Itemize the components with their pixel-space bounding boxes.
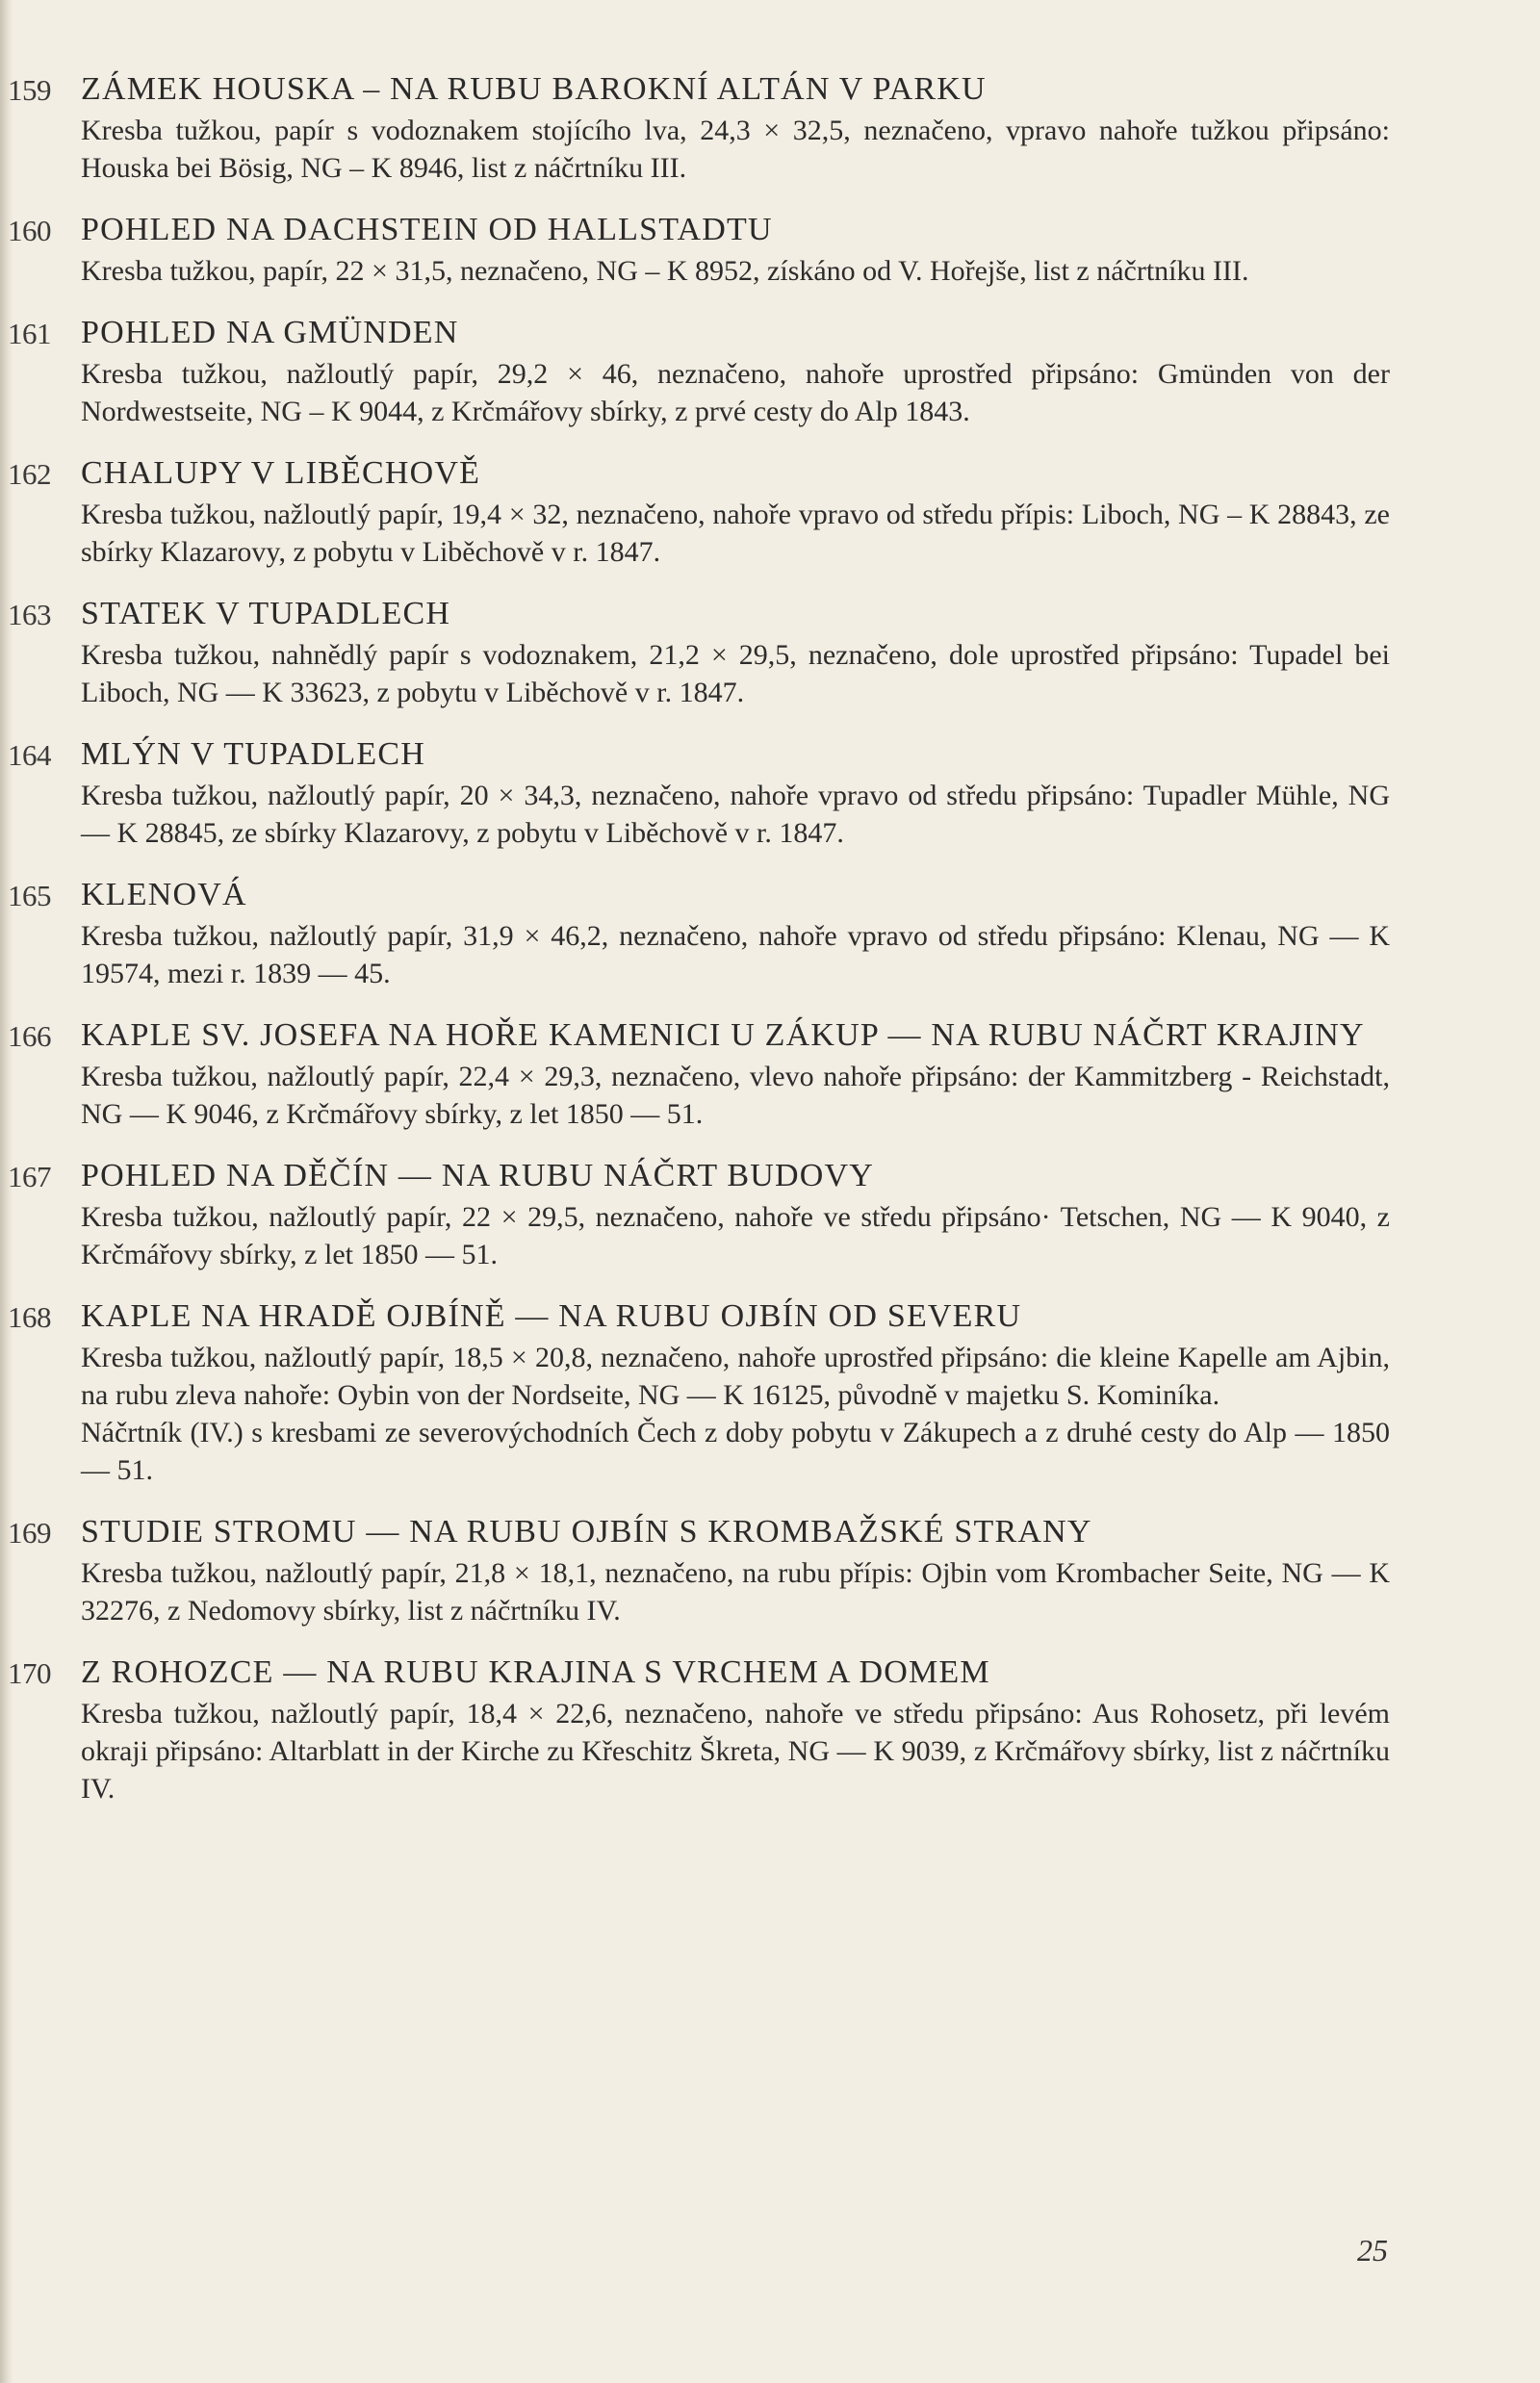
entry-title: Z ROHOZCE — NA RUBU KRAJINA S VRCHEM A DOMEM (81, 1654, 990, 1690)
entry-description (81, 112, 1390, 187)
catalogue-entry (0, 1154, 1390, 1273)
entry-paragraph: Kresba tužkou, nažloutlý papír, 29,2 × 46, neznačeno, nahoře uprostřed připsáno: Gmünden von der Nordwestseite, NG – K 9044, z Krčmářovy sbírky, z prvé cesty do Alp 1843. (81, 358, 1390, 427)
entry-number: 159 (8, 73, 51, 107)
entry-paragraph: Kresba tužkou, nažloutlý papír, 18,4 × 22,6, neznačeno, nahoře ve středu připsáno: Aus Rohosetz, při levém okraji připsáno: Altarblatt in der Kirche zu Křeschitz Škreta, NG — K 9039, z Krčmářovy sbírky, list z náčrtníku IV. (81, 1698, 1390, 1805)
entry-number: 162 (8, 457, 51, 491)
entry-number: 164 (8, 738, 51, 772)
entry-description (81, 917, 1390, 992)
entry-number: 168 (8, 1300, 51, 1334)
catalogue-entry (0, 592, 1390, 711)
catalogue-entry (0, 732, 1390, 852)
catalogue-entry (0, 873, 1390, 992)
entry-paragraph: Kresba tužkou, nažloutlý papír, 21,8 × 18,1, neznačeno, na rubu přípis: Ojbin vom Krombacher Seite, NG — K 32276, z Nedomovy sbírky, list z náčrtníku IV. (81, 1557, 1390, 1627)
entry-title: KLENOVÁ (81, 877, 247, 912)
entry-description (81, 1339, 1390, 1489)
page-number: 25 (1357, 2233, 1388, 2268)
entry-paragraph: Kresba tužkou, papír s vodoznakem stojícího lva, 24,3 × 32,5, neznačeno, vpravo nahoře tužkou připsáno: Houska bei Bösig, NG – K 8946, list z náčrtníku III. (81, 115, 1390, 184)
entry-title: KAPLE NA HRADĚ OJBÍNĚ — NA RUBU OJBÍN OD SEVERU (81, 1298, 1022, 1334)
entry-number: 167 (8, 1160, 51, 1193)
entry-title: STUDIE STROMU — NA RUBU OJBÍN S KROMBAŽSKÉ STRANY (81, 1514, 1092, 1550)
entry-description (81, 355, 1390, 430)
catalogue-entry (0, 1510, 1390, 1629)
entry-description (81, 1695, 1390, 1807)
entry-title: POHLED NA DACHSTEIN OD HALLSTADTU (81, 212, 773, 247)
catalogue-entry (0, 1013, 1390, 1133)
entry-paragraph: Kresba tužkou, nažloutlý papír, 18,5 × 20,8, neznačeno, nahoře uprostřed připsáno: die kleine Kapelle am Ajbin, na rubu zleva nahoře: Oybin von der Nordseite, NG — K 16125, původně v majetku S. Kominíka. (81, 1342, 1390, 1411)
entry-title: ZÁMEK HOUSKA – NA RUBU BAROKNÍ ALTÁN V PARKU (81, 71, 987, 107)
entry-paragraph: Kresba tužkou, nažloutlý papír, 22 × 29,5, neznačeno, nahoře ve středu připsáno· Tetschen, NG — K 9040, z Krčmářovy sbírky, z let 1850 — 51. (81, 1201, 1390, 1270)
entry-number: 166 (8, 1019, 51, 1053)
entry-description (81, 1554, 1390, 1629)
entry-description (81, 1198, 1390, 1273)
entry-number: 163 (8, 598, 51, 631)
entry-title: POHLED NA DĚČÍN — NA RUBU NÁČRT BUDOVY (81, 1158, 875, 1193)
entry-title: CHALUPY V LIBĚCHOVĚ (81, 455, 481, 491)
entry-paragraph: Kresba tužkou, nažloutlý papír, 20 × 34,3, neznačeno, nahoře vpravo od středu připsáno: Tupadler Mühle, NG — K 28845, ze sbírky Klazarovy, z pobytu v Liběchově v r. 1847. (81, 780, 1390, 849)
entry-number: 161 (8, 317, 51, 350)
catalogue-entry (0, 1294, 1390, 1489)
entry-paragraph: Kresba tužkou, nažloutlý papír, 31,9 × 46,2, neznačeno, nahoře vpravo od středu připsáno: Klenau, NG — K 19574, mezi r. 1839 — 45. (81, 920, 1390, 989)
entry-paragraph: Kresba tužkou, nažloutlý papír, 22,4 × 29,3, neznačeno, vlevo nahoře připsáno: der Kammitzberg - Reichstadt, NG — K 9046, z Krčmářovy sbírky, z let 1850 — 51. (81, 1061, 1390, 1130)
entry-description (81, 252, 1390, 290)
entry-title: POHLED NA GMÜNDEN (81, 315, 459, 350)
entry-description (81, 496, 1390, 571)
entry-description (81, 636, 1390, 711)
entry-description (81, 777, 1390, 852)
catalogue-entries (0, 67, 1540, 1829)
entry-paragraph: Náčrtník (IV.) s kresbami ze severovýchodních Čech z doby pobytu v Zákupech a z druhé cesty do Alp — 1850 — 51. (81, 1417, 1390, 1486)
entry-number: 170 (8, 1656, 51, 1690)
entry-paragraph: Kresba tužkou, papír, 22 × 31,5, neznačeno, NG – K 8952, získáno od V. Hořejše, list z náčrtníku III. (81, 255, 1249, 287)
entry-paragraph: Kresba tužkou, nahnědlý papír s vodoznakem, 21,2 × 29,5, neznačeno, dole uprostřed připsáno: Tupadel bei Liboch, NG — K 33623, z pobytu v Liběchově v r. 1847. (81, 639, 1390, 708)
catalogue-entry (0, 67, 1390, 187)
entry-title: STATEK V TUPADLECH (81, 596, 451, 631)
catalogue-entry (0, 451, 1390, 571)
catalogue-entry (0, 208, 1390, 290)
entry-paragraph: Kresba tužkou, nažloutlý papír, 19,4 × 32, neznačeno, nahoře vpravo od středu přípis: Liboch, NG – K 28843, ze sbírky Klazarovy, z pobytu v Liběchově v r. 1847. (81, 499, 1390, 568)
entry-number: 160 (8, 214, 51, 247)
catalogue-entry (0, 311, 1390, 430)
entry-title: MLÝN V TUPADLECH (81, 736, 426, 772)
entry-number: 169 (8, 1516, 51, 1550)
entry-title: KAPLE SV. JOSEFA NA HOŘE KAMENICI U ZÁKUP — NA RUBU NÁČRT KRAJINY (81, 1017, 1365, 1053)
entry-number: 165 (8, 879, 51, 912)
entry-description (81, 1058, 1390, 1133)
catalogue-entry (0, 1651, 1390, 1807)
